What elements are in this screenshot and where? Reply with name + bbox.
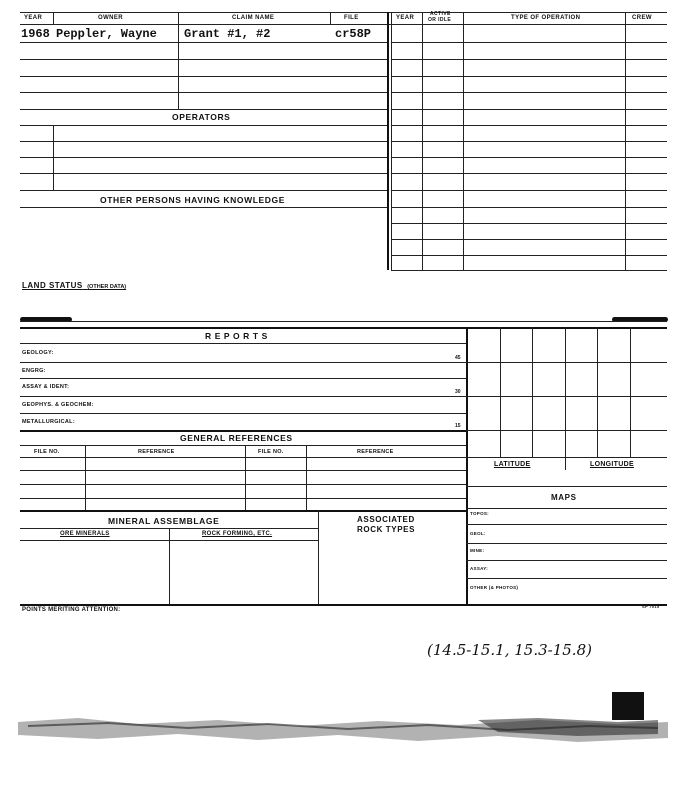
grid-line (466, 486, 667, 487)
col-divider (318, 510, 319, 604)
col-divider (245, 445, 246, 510)
section-rule (20, 321, 667, 322)
right-row-line (391, 92, 667, 93)
col-divider (53, 125, 54, 190)
row-line (20, 378, 466, 379)
header-year-right: YEAR (396, 15, 415, 21)
col-divider (330, 12, 331, 24)
grid-line (597, 327, 598, 457)
right-row-line (391, 76, 667, 77)
row-line (20, 76, 387, 77)
right-row-line (391, 270, 667, 271)
right-row-line (391, 239, 667, 240)
header-bottom-rule (20, 24, 667, 25)
ref-file-no-2: FILE NO. (258, 449, 284, 455)
other-persons-title: OTHER PERSONS HAVING KNOWLEDGE (100, 195, 286, 205)
header-crew: CREW (632, 15, 652, 21)
grid-line (466, 543, 667, 544)
grid-line (565, 327, 566, 470)
maps-title: MAPS (551, 493, 577, 502)
right-row-line (391, 157, 667, 158)
maps-assay: ASSAY: (470, 566, 489, 571)
row-line (20, 157, 387, 158)
report-engrg: ENGRG: (22, 368, 46, 374)
associated-rock-2: ROCK TYPES (357, 525, 416, 534)
right-row-line (391, 42, 667, 43)
report-15: 15 (455, 423, 461, 429)
col-divider (169, 528, 170, 604)
row-line (20, 396, 466, 397)
entry-file: cr58P (335, 27, 372, 41)
row-line (20, 125, 387, 126)
row-line (20, 173, 387, 174)
entry-claim-name: Grant #1, #2 (184, 27, 271, 41)
operators-title: OPERATORS (172, 112, 231, 122)
row-line (20, 362, 466, 363)
header-active-2: OR IDLE (428, 17, 452, 23)
section-rule (20, 327, 667, 329)
grid-line (466, 396, 667, 397)
row-line (20, 343, 466, 344)
right-row-line (391, 223, 667, 224)
maps-mine: MINE: (470, 548, 485, 553)
latitude-label: LATITUDE (494, 461, 531, 468)
grid-line (630, 327, 631, 457)
col-divider (85, 445, 86, 510)
right-row-line (391, 255, 667, 256)
reports-title: R E P O R T S (205, 331, 268, 341)
grid-line (466, 457, 667, 458)
row-line (20, 457, 466, 458)
ref-file-no-1: FILE NO. (34, 449, 60, 455)
grid-line (466, 578, 667, 579)
report-geophys: GEOPHYS. & GEOCHEM: (22, 402, 94, 408)
row-line (20, 42, 387, 43)
header-claim-name: CLAIM NAME (232, 15, 275, 21)
longitude-label: LONGITUDE (590, 461, 634, 468)
maps-topos: TOPOS: (470, 511, 489, 516)
land-status-sublabel: (OTHER DATA) (87, 284, 127, 290)
grid-line (532, 327, 533, 457)
grid-line (466, 560, 667, 561)
grid-line (500, 327, 501, 457)
grid-line (466, 508, 667, 509)
maps-other: OTHER (& PHOTOS) (470, 585, 519, 590)
land-status-label: LAND STATUS (22, 281, 83, 290)
ref-reference-1: REFERENCE (138, 449, 175, 455)
row-line (20, 413, 466, 414)
header-owner: OWNER (98, 15, 123, 21)
handwritten-note: (14.5-15.1, 15.3-15.8) (427, 641, 592, 659)
grid-border (466, 327, 468, 604)
row-line (20, 207, 387, 208)
header-year: YEAR (24, 15, 43, 21)
col-divider (306, 445, 307, 510)
row-line (20, 92, 387, 93)
row-line (20, 445, 466, 446)
right-row-line (391, 109, 667, 110)
points-meriting-attention: POINTS MERITING ATTENTION: (22, 607, 121, 613)
rock-forming-label: ROCK FORMING, ETC. (202, 531, 273, 537)
grid-line (466, 430, 667, 431)
right-row-line (391, 190, 667, 191)
row-line (20, 470, 466, 471)
general-references-title: GENERAL REFERENCES (180, 433, 293, 443)
right-row-line (391, 141, 667, 142)
entry-year: 1968 (21, 27, 50, 41)
row-line (20, 510, 466, 512)
land-status-title (22, 275, 126, 293)
right-row-line (391, 207, 667, 208)
associated-rock-1: ASSOCIATED (357, 515, 415, 524)
mineral-assemblage-title: MINERAL ASSEMBLAGE (108, 516, 220, 526)
row-line (20, 141, 387, 142)
ref-reference-2: REFERENCE (357, 449, 394, 455)
grid-line (466, 362, 667, 363)
report-assay: ASSAY & IDENT: (22, 384, 70, 390)
header-active-1: ACTIVE (430, 11, 451, 17)
row-line (20, 498, 466, 499)
report-45: 45 (455, 355, 461, 361)
report-30: 30 (455, 389, 461, 395)
ore-minerals-label: ORE MINERALS (60, 531, 110, 537)
top-rule (20, 12, 667, 13)
form-number: SP 7015 (642, 604, 660, 609)
col-divider-main (387, 12, 389, 270)
row-line (20, 109, 387, 110)
entry-owner: Peppler, Wayne (56, 27, 157, 41)
right-row-line (391, 125, 667, 126)
header-type-of-operation: TYPE OF OPERATION (511, 15, 581, 21)
right-row-line (391, 59, 667, 60)
col-divider (178, 12, 179, 109)
row-line (20, 430, 466, 432)
maps-geol: GEOL: (470, 531, 486, 536)
row-line (20, 190, 387, 191)
scan-noise-band (18, 708, 668, 748)
report-geology: GEOLOGY: (22, 350, 54, 356)
header-file: FILE (344, 15, 359, 21)
form-bottom-rule (20, 604, 667, 606)
grid-line (466, 524, 667, 525)
right-row-line (391, 173, 667, 174)
row-line (20, 484, 466, 485)
row-line (20, 59, 387, 60)
report-metallurgical: METALLURGICAL: (22, 419, 75, 425)
col-divider (53, 12, 54, 24)
